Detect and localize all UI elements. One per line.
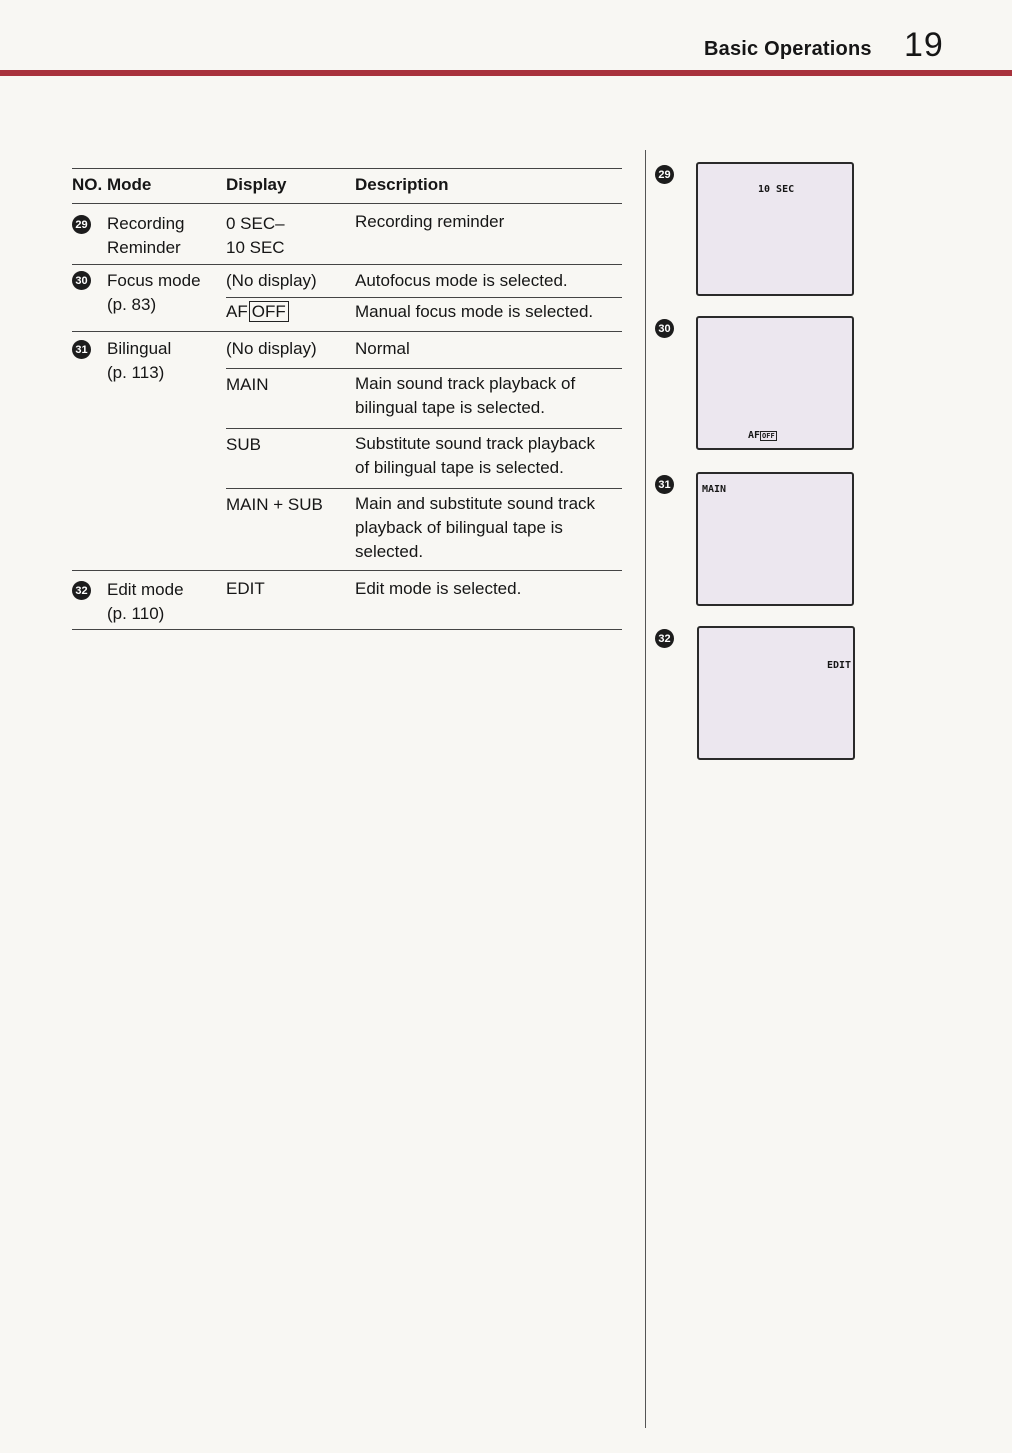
screen-display-text: 10 SEC bbox=[758, 184, 795, 195]
af-label: AF bbox=[226, 302, 248, 321]
number-icon: 29 bbox=[655, 165, 674, 184]
page-number: 19 bbox=[904, 26, 944, 64]
table-row bbox=[72, 570, 622, 630]
display-value: MAIN bbox=[226, 375, 269, 394]
number-icon: 31 bbox=[655, 475, 674, 494]
table-header bbox=[72, 168, 622, 204]
viewfinder-screen bbox=[697, 626, 855, 760]
table-cell-group bbox=[226, 488, 622, 571]
number-icon: 31 bbox=[72, 340, 91, 359]
table-row bbox=[72, 331, 622, 570]
table-cell-group bbox=[226, 571, 622, 629]
mode-label: Edit mode (p. 110) bbox=[107, 580, 184, 623]
mode-table bbox=[72, 168, 622, 630]
header-rule bbox=[0, 70, 1012, 76]
table-row bbox=[72, 204, 622, 264]
viewfinder-screen bbox=[696, 472, 854, 606]
table-cell-group bbox=[226, 297, 622, 332]
viewfinder-screen bbox=[696, 316, 854, 450]
display-value: (No display) bbox=[226, 339, 317, 358]
table-cell-group bbox=[226, 368, 622, 429]
description-text: Main sound track playback of bilingual tape is selected. bbox=[355, 374, 576, 417]
display-value: (No display) bbox=[226, 271, 317, 290]
display-value: EDIT bbox=[226, 579, 265, 598]
description-text: Autofocus mode is selected. bbox=[355, 271, 568, 290]
description-text: Substitute sound track playback of bilingual tape is selected. bbox=[355, 434, 596, 477]
column-divider bbox=[645, 150, 646, 1428]
number-icon: 29 bbox=[72, 215, 91, 234]
screen-display-text: MAIN bbox=[702, 484, 727, 495]
header-no-mode: NO. Mode bbox=[72, 175, 152, 194]
off-indicator: OFF bbox=[762, 432, 775, 440]
af-label: AF bbox=[748, 430, 761, 441]
table-cell-group bbox=[226, 332, 622, 368]
header-description: Description bbox=[355, 175, 449, 194]
screen-display-text: EDIT bbox=[827, 660, 852, 671]
number-icon: 32 bbox=[72, 581, 91, 600]
number-icon: 30 bbox=[655, 319, 674, 338]
mode-label: Bilingual (p. 113) bbox=[107, 339, 172, 382]
section-title: Basic Operations bbox=[704, 38, 872, 60]
display-value: MAIN + SUB bbox=[226, 495, 323, 514]
viewfinder-screen bbox=[696, 162, 854, 296]
description-text: Recording reminder bbox=[355, 212, 505, 231]
display-value: SUB bbox=[226, 435, 261, 454]
table-cell-group bbox=[226, 428, 622, 489]
table-cell-group bbox=[226, 265, 622, 297]
header-display: Display bbox=[226, 175, 287, 194]
table-row bbox=[72, 264, 622, 331]
description-text: Normal bbox=[355, 339, 410, 358]
description-text: Manual focus mode is selected. bbox=[355, 302, 594, 321]
mode-label: Focus mode (p. 83) bbox=[107, 271, 201, 314]
description-text: Main and substitute sound track playback of bilingual tape is selected. bbox=[355, 494, 596, 561]
description-text: Edit mode is selected. bbox=[355, 579, 522, 598]
number-icon: 32 bbox=[655, 629, 674, 648]
display-value: 0 SEC– 10 SEC bbox=[226, 214, 285, 257]
display-value bbox=[226, 300, 289, 324]
number-icon: 30 bbox=[72, 271, 91, 290]
off-indicator: OFF bbox=[249, 301, 289, 322]
table-cell-group bbox=[226, 204, 622, 264]
screen-display-text bbox=[748, 430, 777, 441]
mode-label: Recording Reminder bbox=[107, 214, 185, 257]
